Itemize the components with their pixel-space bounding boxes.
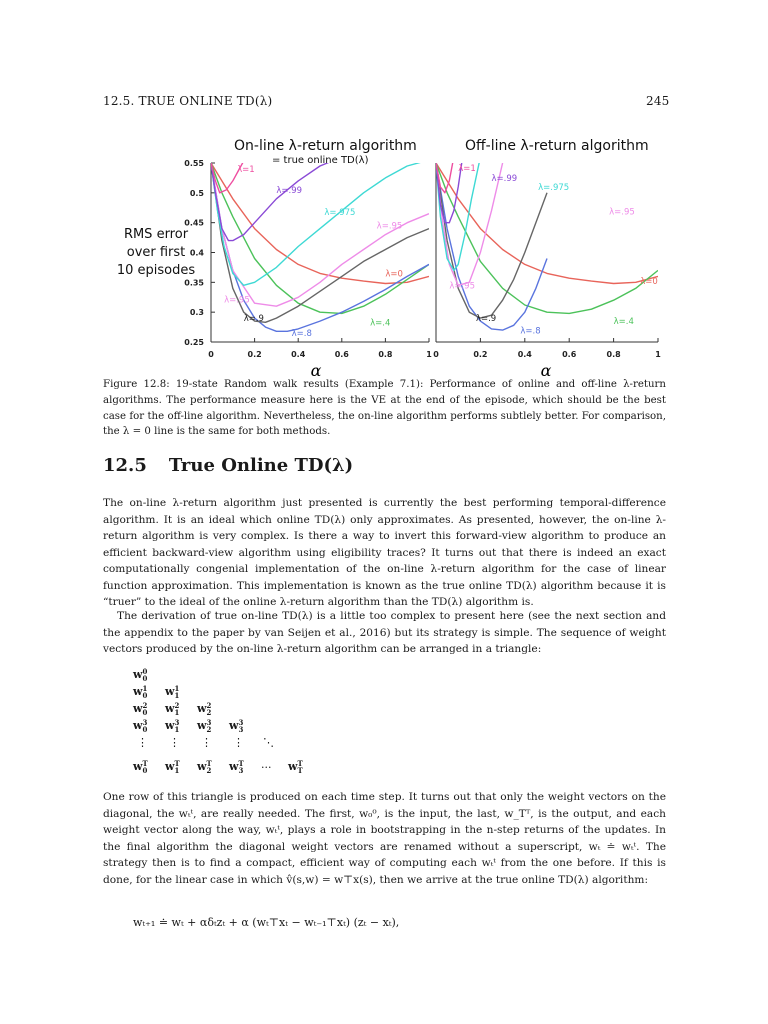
weight-vector: w 3 1 bbox=[165, 718, 180, 734]
y-tick-label: 0.4 bbox=[189, 248, 204, 258]
weight-vector: w 3 0 bbox=[133, 718, 148, 734]
vertical-dots: ⋮ bbox=[201, 736, 212, 749]
series-line bbox=[211, 157, 342, 241]
series-label: λ=.4 bbox=[370, 318, 391, 329]
series-label: λ=.8 bbox=[291, 329, 312, 340]
x-tick-label: 0 bbox=[433, 350, 439, 359]
weight-vector: w T T bbox=[288, 759, 303, 775]
vertical-dots: ⋮ bbox=[233, 736, 244, 749]
weight-vector: w 0 0 bbox=[133, 667, 148, 683]
series-label: λ=.975 bbox=[324, 207, 356, 218]
right-chart-title: Off-line λ-return algorithm bbox=[465, 138, 649, 154]
series-label: λ=.975 bbox=[538, 182, 570, 193]
series-line bbox=[436, 163, 658, 284]
series-label: λ=.95 bbox=[609, 207, 635, 218]
series-label: λ=.8 bbox=[520, 326, 541, 337]
left-chart-title: On-line λ-return algorithm bbox=[234, 138, 417, 154]
series-label: λ=0 bbox=[385, 269, 403, 280]
series-line bbox=[436, 163, 547, 318]
y-axis-label-line: 10 episodes bbox=[116, 263, 196, 278]
series-label: λ=.95 bbox=[376, 221, 403, 232]
weight-vector: w T 1 bbox=[165, 759, 180, 775]
x-tick-label: 0.4 bbox=[517, 350, 532, 359]
running-header: 12.5. TRUE ONLINE TD(λ) bbox=[103, 94, 273, 108]
series-label: λ=.4 bbox=[613, 317, 634, 328]
figure-svg bbox=[0, 0, 768, 380]
weight-triangle bbox=[133, 668, 333, 778]
update-equation: wₜ₊₁ ≐ wₜ + αδₜzₜ + α (wₜ⊤xₜ − wₜ₋₁⊤xₜ) (zₜ − xₜ), bbox=[133, 916, 400, 929]
series-label: λ=.95 bbox=[224, 295, 250, 306]
y-tick-label: 0.25 bbox=[184, 338, 204, 347]
y-axis-label-line: RMS error bbox=[123, 227, 189, 242]
left-x-axis-label: α bbox=[310, 361, 322, 380]
y-tick-label: 0.35 bbox=[184, 278, 204, 288]
weight-vector: w 2 0 bbox=[133, 701, 148, 717]
weight-vector: w 3 2 bbox=[197, 718, 212, 734]
y-axis-label-line: over first bbox=[126, 245, 186, 260]
x-tick-label: 1 bbox=[655, 350, 661, 359]
figure-caption: Figure 12.8: 19-state Random walk results (Example 7.1): Performance of online and off-line λ-return algorithms. The performance measure here is the VE at the end of the episode, which should be the best case for the off-line algorithm. Nevertheless, the on-line algorithm performs subtlely better. For comparison, the λ = 0 line is the same for both methods. bbox=[103, 379, 666, 438]
right-x-axis-label: α bbox=[540, 361, 552, 380]
section-number: 12.5 bbox=[103, 455, 147, 476]
series-label: λ=1 bbox=[237, 164, 255, 175]
right-chart bbox=[433, 157, 661, 359]
y-tick-label: 0.45 bbox=[184, 218, 204, 228]
x-tick-label: 0.6 bbox=[334, 350, 349, 359]
x-tick-label: 0.2 bbox=[247, 350, 262, 359]
x-tick-label: 0.2 bbox=[473, 350, 488, 359]
x-tick-label: 0.4 bbox=[291, 350, 306, 359]
y-tick-label: 0.55 bbox=[184, 159, 204, 168]
series-line bbox=[436, 163, 547, 330]
weight-vector: w 2 2 bbox=[197, 701, 212, 717]
weight-vector: w 2 1 bbox=[165, 701, 180, 717]
x-tick-label: 0 bbox=[208, 350, 214, 359]
vertical-dots: ⋮ bbox=[137, 736, 148, 749]
weight-vector: w 1 1 bbox=[165, 684, 180, 700]
page-number: 245 bbox=[646, 94, 670, 108]
x-tick-label: 0.6 bbox=[562, 350, 577, 359]
diagonal-dots: ⋱ bbox=[263, 736, 274, 749]
series-label: λ=1 bbox=[458, 163, 476, 174]
x-tick-label: 1 bbox=[426, 350, 432, 359]
weight-vector: w 3 3 bbox=[229, 718, 244, 734]
paragraph: One row of this triangle is produced on each time step. It turns out that only the weight vectors on the diagonal, the wₜᵗ, are really needed. The first, w₀⁰, is the input, the last, w_Tᵀ, is the output, and each weight vector along the way, wₜᵗ, plays a role in bootstrapping in the n-step returns of the updates. In the final algorithm the diagonal weight vectors are renamed without a superscript, wₜ ≐ wₜᵗ. The strategy then is to find a compact, efficient way of computing each wₜᵗ from the one before. If this is done, for the linear case in which v̂(s,w) = w⊤x(s), then we arrive at the true online TD(λ) algorithm: bbox=[103, 791, 666, 886]
paragraph: The on-line λ-return algorithm just presented is currently the best performing temporal-difference algorithm. It is an ideal which online TD(λ) only approximates. As presented, however, the on-line λ-return algorithm is very complex. Is there a way to invert this forward-view algorithm to produce an efficient backward-view algorithm using eligibility traces? It turns out that there is indeed an exact computationally congenial implementation of the on-line λ-return algorithm for the case of linear function approximation. This implementation is known as the true online TD(λ) algorithm because it is “truer” to the ideal of the online λ-return algorithm than the TD(λ) algorithm is. bbox=[103, 497, 666, 608]
series-label: λ=.95 bbox=[449, 281, 475, 292]
weight-vector: w T 2 bbox=[197, 759, 212, 775]
series-label: λ=0 bbox=[640, 277, 658, 288]
series-label: λ=.9 bbox=[243, 314, 264, 325]
x-tick-label: 0.8 bbox=[606, 350, 621, 359]
series-label: λ=.9 bbox=[475, 314, 497, 325]
y-tick-label: 0.5 bbox=[189, 188, 204, 198]
paragraph: The derivation of true on-line TD(λ) is a little too complex to present here (see the next section and the appendix to the paper by van Seijen et al., 2016) but its strategy is simple. The sequence of weight vectors produced by the on-line λ-return algorithm can be arranged in a triangle: bbox=[103, 610, 666, 655]
series-label: λ=.99 bbox=[276, 185, 303, 196]
series-line bbox=[211, 163, 429, 331]
horizontal-dots: ··· bbox=[261, 761, 272, 774]
section-heading bbox=[103, 455, 353, 476]
weight-vector: w T 3 bbox=[229, 759, 244, 775]
weight-vector: w 1 0 bbox=[133, 684, 148, 700]
x-tick-label: 0.8 bbox=[378, 350, 393, 359]
weight-vector: w T 0 bbox=[133, 759, 148, 775]
y-tick-label: 0.3 bbox=[189, 308, 204, 318]
vertical-dots: ⋮ bbox=[169, 736, 180, 749]
left-chart-subtitle: = true online TD(λ) bbox=[272, 155, 369, 166]
left-chart bbox=[184, 157, 432, 359]
section-title: True Online TD(λ) bbox=[168, 455, 354, 476]
series-label: λ=.99 bbox=[491, 173, 518, 184]
